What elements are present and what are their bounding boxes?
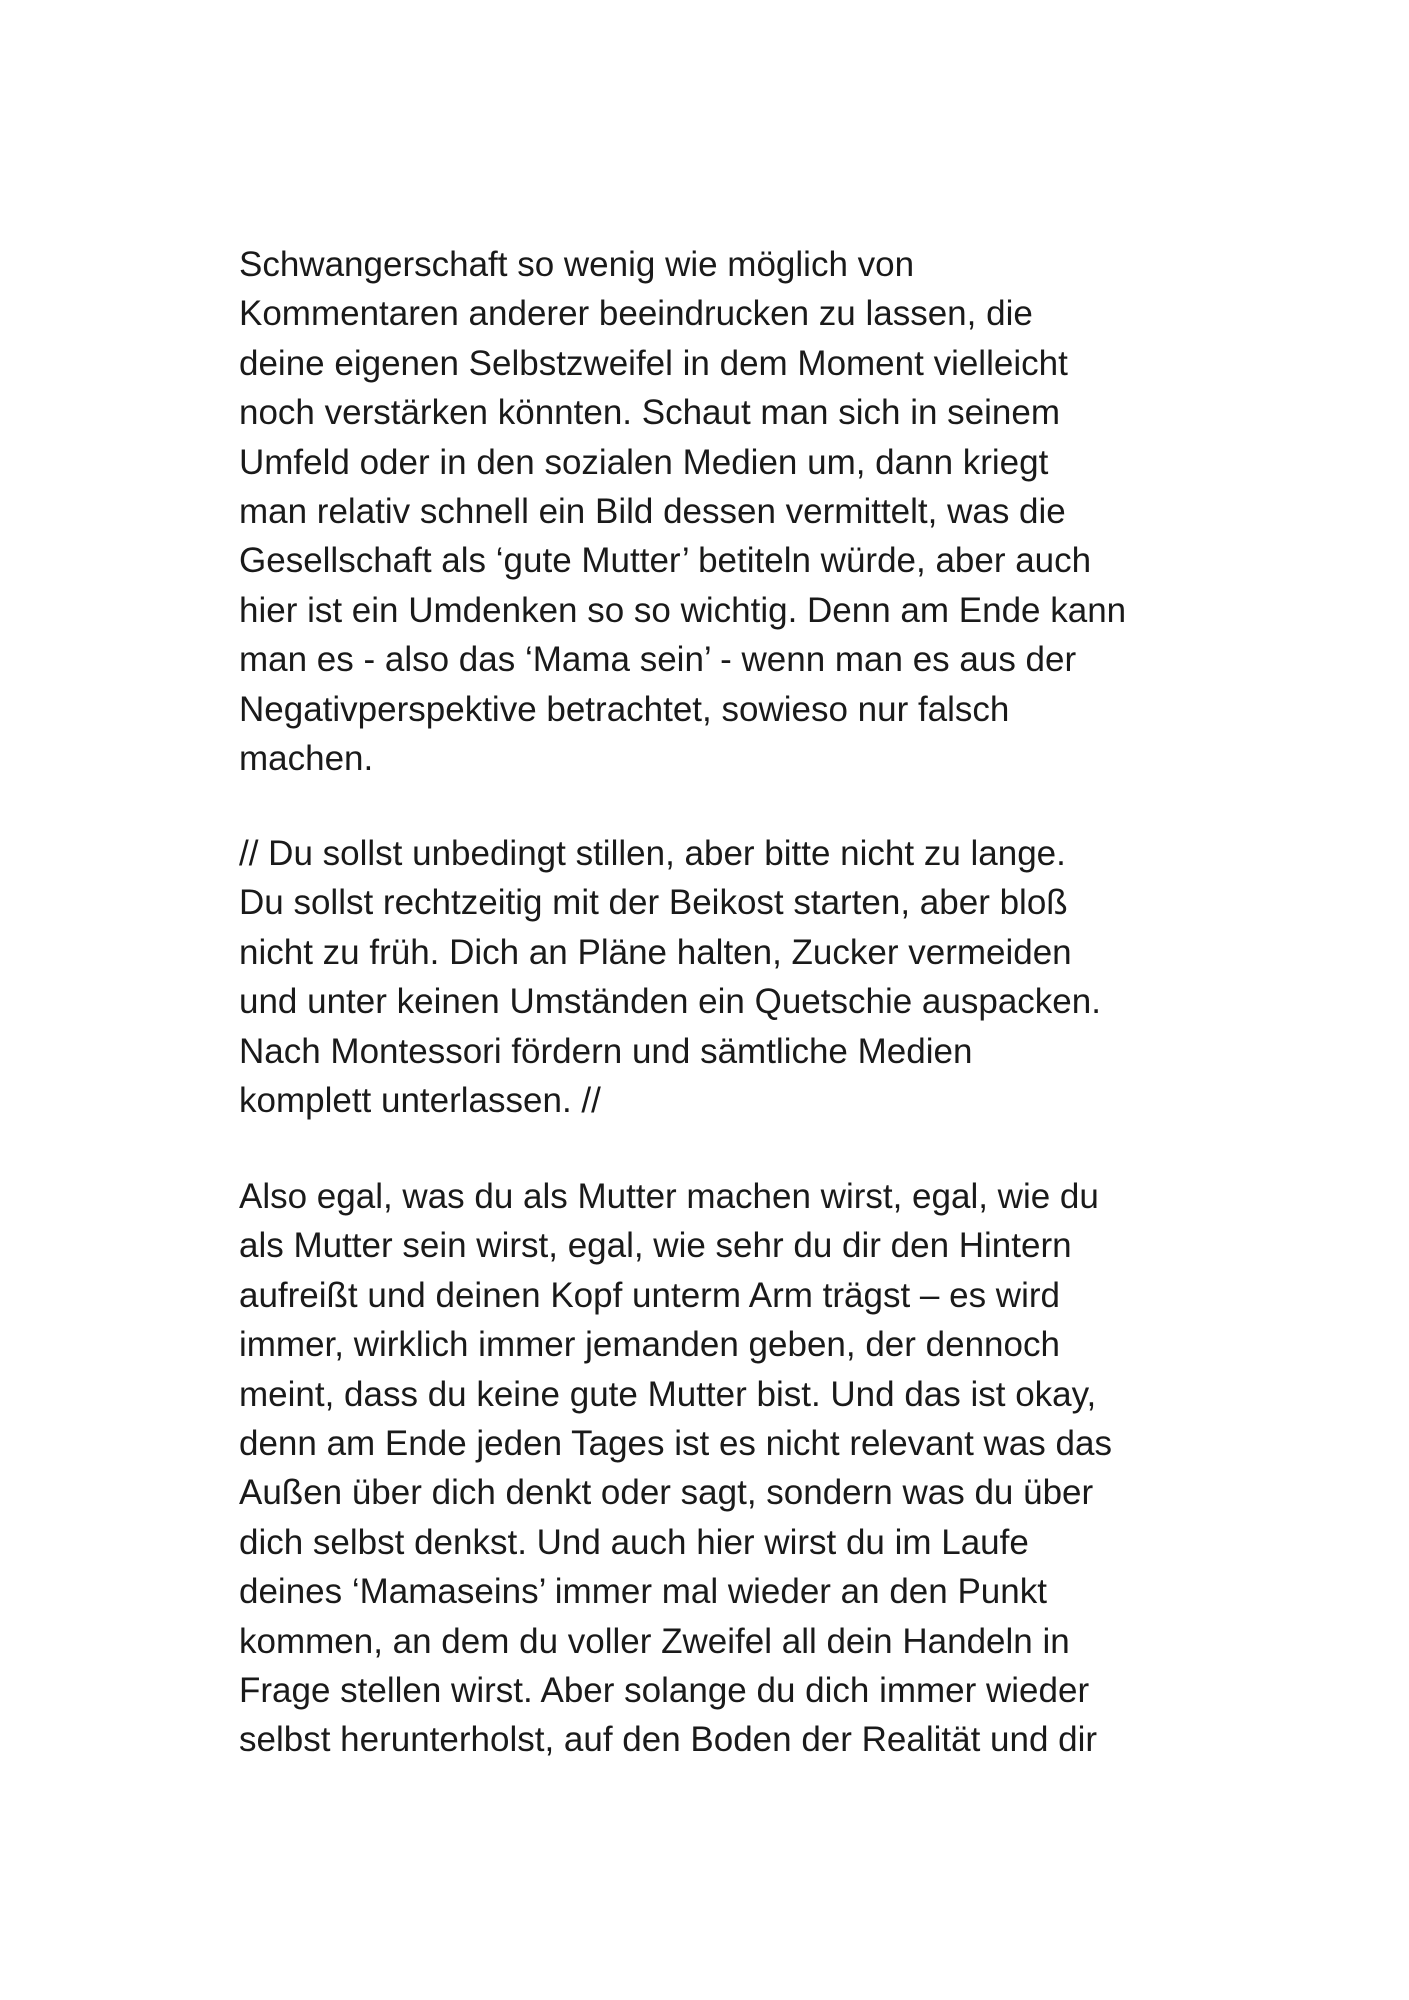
paragraph-conclusion: [239, 1172, 1239, 1765]
text-line: Frage stellen wirst. Aber solange du dich immer wieder: [239, 1670, 1090, 1710]
text-line: denn am Ende jeden Tages ist es nicht relevant was das: [239, 1423, 1112, 1463]
text-line: deines ‘Mamaseins’ immer mal wieder an den Punkt: [239, 1572, 1047, 1612]
text-line: immer, wirklich immer jemanden geben, der dennoch: [239, 1325, 1060, 1365]
text-line: selbst herunterholst, auf den Boden der Realität und dir: [239, 1720, 1098, 1760]
text-line: dich selbst denkst. Und auch hier wirst du im Laufe: [239, 1522, 1029, 1562]
text-line: Schwangerschaft so wenig wie möglich von: [239, 245, 915, 284]
text-line: man relativ schnell ein Bild dessen vermittelt, was die: [239, 491, 1066, 531]
text-line: meint, dass du keine gute Mutter bist. Und das ist okay,: [239, 1374, 1097, 1414]
text-line: machen.: [239, 738, 374, 778]
text-line: hier ist ein Umdenken so so wichtig. Denn am Ende kann: [239, 590, 1127, 630]
text-line: Negativperspektive betrachtet, sowieso nur falsch: [239, 689, 1010, 729]
text-line: // Du sollst unbedingt stillen, aber bitte nicht zu lange.: [239, 834, 1066, 873]
text-line: Umfeld oder in den sozialen Medien um, dann kriegt: [239, 442, 1049, 482]
text-line: Du sollst rechtzeitig mit der Beikost starten, aber bloß: [239, 883, 1068, 923]
text-line: noch verstärken könnten. Schaut man sich in seinem: [239, 393, 1060, 433]
text-line: kommen, an dem du voller Zweifel all dein Handeln in: [239, 1621, 1070, 1661]
text-line: Kommentaren anderer beeindrucken zu lassen, die: [239, 294, 1033, 334]
text-line: Nach Montessori fördern und sämtliche Medien: [239, 1031, 973, 1071]
text-line: man es - also das ‘Mama sein’ - wenn man es aus der: [239, 640, 1077, 680]
text-line: Gesellschaft als ‘gute Mutter’ betiteln würde, aber auch: [239, 541, 1092, 581]
text-line: deine eigenen Selbstzweifel in dem Moment vielleicht: [239, 343, 1068, 383]
text-line: und unter keinen Umständen ein Quetschie auspacken.: [239, 982, 1101, 1022]
paragraph-quote: [239, 829, 1239, 1125]
text-line: nicht zu früh. Dich an Pläne halten, Zucker vermeiden: [239, 932, 1072, 972]
text-line: als Mutter sein wirst, egal, wie sehr du dir den Hintern: [239, 1226, 1072, 1266]
paragraph-pressure: [239, 240, 1239, 783]
text-line: aufreißt und deinen Kopf unterm Arm trägst – es wird: [239, 1275, 1060, 1315]
text-line: Also egal, was du als Mutter machen wirst, egal, wie du: [239, 1177, 1099, 1216]
text-line: komplett unterlassen. //: [239, 1080, 601, 1120]
text-line: Außen über dich denkt oder sagt, sondern was du über: [239, 1473, 1094, 1513]
